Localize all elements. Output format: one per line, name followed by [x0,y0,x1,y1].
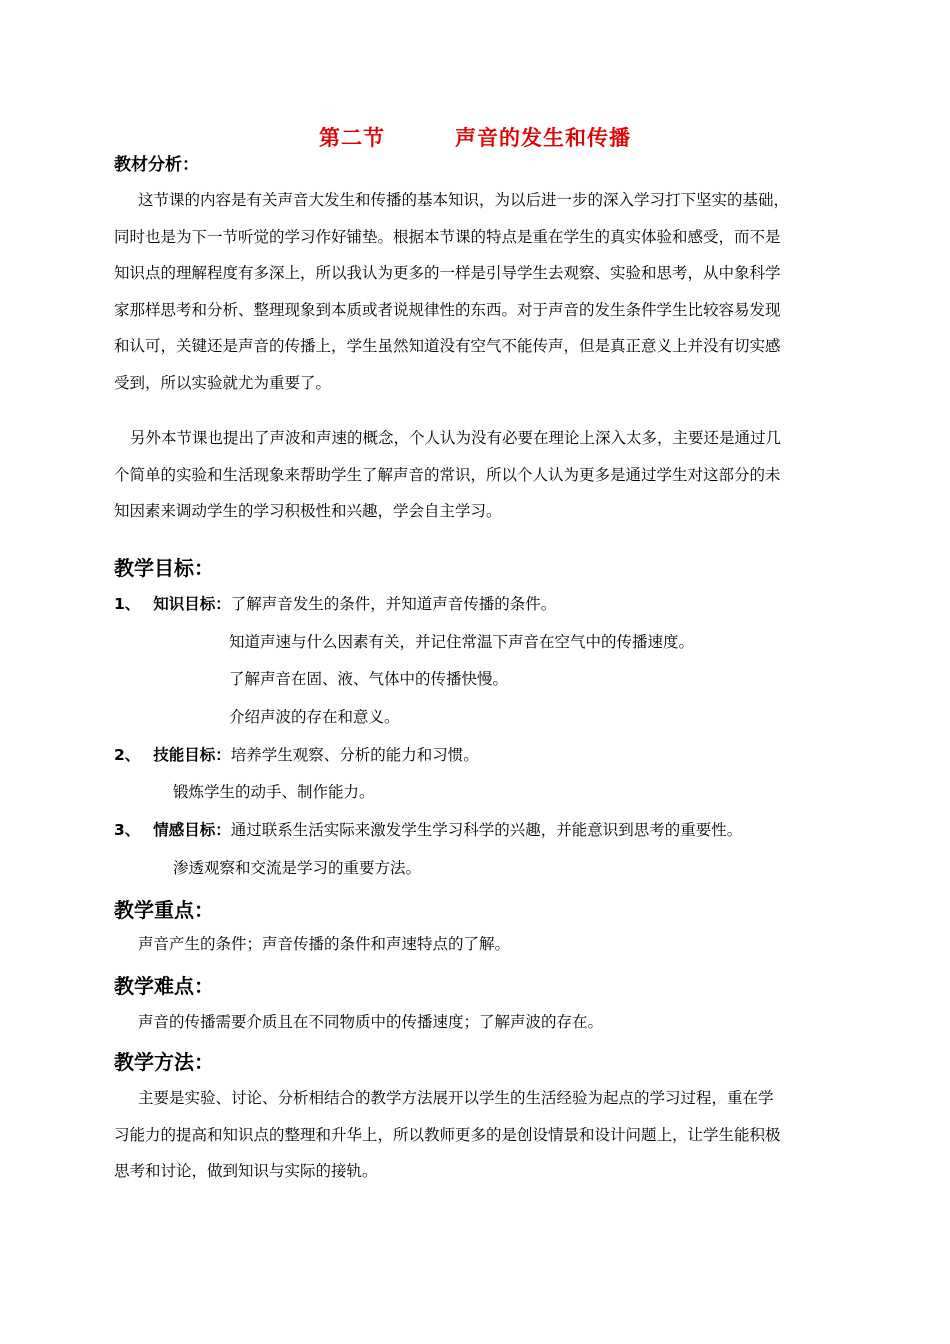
skill-line: 培养学生观察、分析的能力和习惯。 [230,746,479,764]
methods-paragraph [114,1080,844,1190]
emotion-objective [114,818,742,840]
analysis-paragraph-2 [114,420,844,530]
list-number: 3、 [114,821,141,839]
knowledge-line: 了解声音发生的条件，并知道声音传播的条件。 [230,595,557,613]
list-number: 1、 [114,595,141,613]
analysis-paragraph-1 [114,182,844,401]
analysis-p1-line: 同时也是为下一节听觉的学习作好铺垫。根据本节课的特点是重在学生的真实体验和感受，而不是 [114,227,781,246]
analysis-p2-line: 个简单的实验和生活现象来帮助学生了解声音的常识，所以个人认为更多是通过学生对这部分的未 [114,465,781,484]
knowledge-line: 介绍声波的存在和意义。 [229,708,400,726]
methods-line: 思考和讨论，做到知识与实际的接轨。 [114,1162,378,1180]
skill-objective [114,743,479,765]
emotion-label: 情感目标： [153,821,231,839]
methods-line: 主要是实验、讨论、分析相结合的教学方法展开以学生的生活经验为起点的学习过程，重在学 [138,1089,774,1107]
knowledge-label: 知识目标： [153,595,231,613]
analysis-p1-line: 和认可，关键还是声音的传播上，学生虽然知道没有空气不能传声，但是真正意义上并没有切实感 [114,337,781,355]
page-title [0,122,950,152]
skill-label: 技能目标： [153,746,231,764]
emotion-line: 渗透观察和交流是学习的重要方法。 [173,859,422,877]
difficulties-text: 声音的传播需要介质且在不同物质中的传播速度；了解声波的存在。 [138,1013,604,1031]
objectives-heading: 教学目标： [114,556,214,580]
analysis-p1-line: 受到，所以实验就尤为重要了。 [114,373,332,392]
key-points-heading: 教学重点： [114,898,214,922]
analysis-p1-line: 这节课的内容是有关声音大发生和传播的基本知识，为以后进一步的深入学习打下坚实的基础， [138,191,790,209]
skill-line: 锻炼学生的动手、制作能力。 [173,783,375,801]
list-number: 2、 [114,746,141,764]
analysis-p1-line: 知识点的理解程度有多深上，所以我认为更多的一样是引导学生去观察、实验和思考，从中象科学 [114,264,781,282]
methods-heading: 教学方法： [114,1050,214,1074]
section-title: 声音的发生和传播 [455,126,631,150]
key-points-text: 声音产生的条件；声音传播的条件和声速特点的了解。 [138,935,511,953]
analysis-p2-line: 知因素来调动学生的学习积极性和兴趣，学会自主学习。 [114,502,502,520]
analysis-p1-line: 家那样思考和分析、整理现象到本质或者说规律性的东西。对于声音的发生条件学生比较容易发现 [114,300,781,319]
emotion-line: 通过联系生活实际来激发学生学习科学的兴趣，并能意识到思考的重要性。 [230,821,743,839]
difficulties-heading: 教学难点： [114,974,214,998]
section-number: 第二节 [319,126,385,150]
analysis-p2-line: 另外本节课也提出了声波和声速的概念，个人认为没有必要在理论上深入太多，主要还是通过几 [130,429,782,447]
analysis-heading: 教材分析： [114,155,199,175]
knowledge-line: 了解声音在固、液、气体中的传播快慢。 [229,670,509,688]
knowledge-line: 知道声速与什么因素有关，并记住常温下声音在空气中的传播速度。 [229,633,695,651]
methods-line: 习能力的提高和知识点的整理和升华上，所以教师更多的是创设情景和设计问题上，让学生能积极 [114,1125,781,1144]
knowledge-objective [114,592,556,614]
